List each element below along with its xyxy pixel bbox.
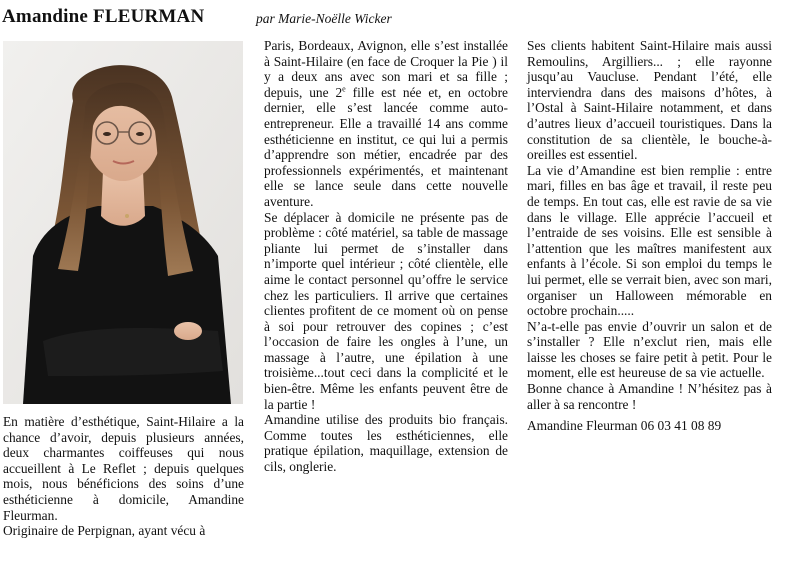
paragraph bbox=[264, 38, 508, 210]
article-byline: par Marie-Noëlle Wicker bbox=[256, 11, 392, 26]
column-2 bbox=[264, 38, 508, 475]
text-run: Paris, Bordeaux, Avignon, elle s’est installée à Saint-Hilaire (en face de Croquer la Pie ) il y a deux ans avec son mari et sa fille ; depuis, une 2 bbox=[264, 38, 508, 100]
paragraph: La vie d’Amandine est bien remplie : entre mari, filles en bas âge et travail, il reste peu de temps. En tout cas, elle est ravie de sa vie dans le village. Elle apprécie l’accueil et l’entraide de ses voisins. Elle est sensible à l’attention que les maîtres manifestent aux enfants à l’école. Si son emploi du temps le lui permet, elle se verrait bien, avec son mari, organiser un Halloween mémorable en octobre prochain..... bbox=[527, 162, 772, 319]
paragraph: N’a-t-elle pas envie d’ouvrir un salon et de s’installer ? Elle n’exclut rien, mais elle laisse les choses se faire petit à petit. Pour le moment, elle est heureuse de sa vie actuelle. bbox=[527, 318, 772, 381]
article-title: Amandine FLEURMAN bbox=[2, 6, 205, 27]
text-run: fille est née et, en octobre dernier, elle s’est lancée comme auto-entrepreneur. Elle a travaillé 14 ans comme esthéticienne en institut, ce qui lui a permis d’apprendre son métier, encadrée par des professionnels expérimentés, et maintenant elle se lance seule dans cette nouvelle aventure. bbox=[264, 84, 508, 209]
column-3 bbox=[527, 38, 772, 434]
paragraph: Se déplacer à domicile ne présente pas de problème : côté matériel, sa table de massage pliante lui permet de s’installer dans n’importe quel intérieur ; côté clientèle, elle aime le contact personnel qu’offre le service chez les particuliers. Il arrive que certaines clientes profitent de ce moment où on pense à soi pour retrouver des copines ; c’est l’occasion de faire les ongles à l’une, un massage à l’autre, une épilation à une troisième...tout ceci dans la complicité et le bien-être. Même les enfants peuvent être de la partie ! bbox=[264, 209, 508, 412]
column-1 bbox=[3, 414, 244, 539]
portrait-photo bbox=[3, 41, 243, 404]
contact-phone: Amandine Fleurman 06 03 41 08 89 bbox=[527, 418, 722, 434]
paragraph: Ses clients habitent Saint-Hilaire mais aussi Remoulins, Argilliers... ; elle rayonne jusqu’au Vaucluse. Pendant l’été, elle interviendra dans des maisons d’hôtes, à l’Ostal à Saint-Hilaire notamment, et dans d’autres lieux d’accueil touristiques. Dans la constitution de sa clientèle, le bouche-à-oreilles est essentiel. bbox=[527, 38, 772, 163]
paragraph: Amandine utilise des produits bio français. Comme toutes les esthéticiennes, elle pratique épilation, maquillage, extension de cils, onglerie. bbox=[264, 412, 508, 475]
paragraph: En matière d’esthétique, Saint-Hilaire a la chance d’avoir, depuis plusieurs années, deux charmantes coiffeuses qui nous accueillent à Le Reflet ; depuis quelques mois, nous bénéficions des soins d’une esthéticienne à domicile, Amandine Fleurman. bbox=[3, 414, 244, 523]
superscript: e bbox=[342, 84, 346, 94]
paragraph: Bonne chance à Amandine ! N’hésitez pas à aller à sa rencontre ! bbox=[527, 381, 772, 412]
paragraph: Originaire de Perpignan, ayant vécu à bbox=[3, 523, 206, 539]
